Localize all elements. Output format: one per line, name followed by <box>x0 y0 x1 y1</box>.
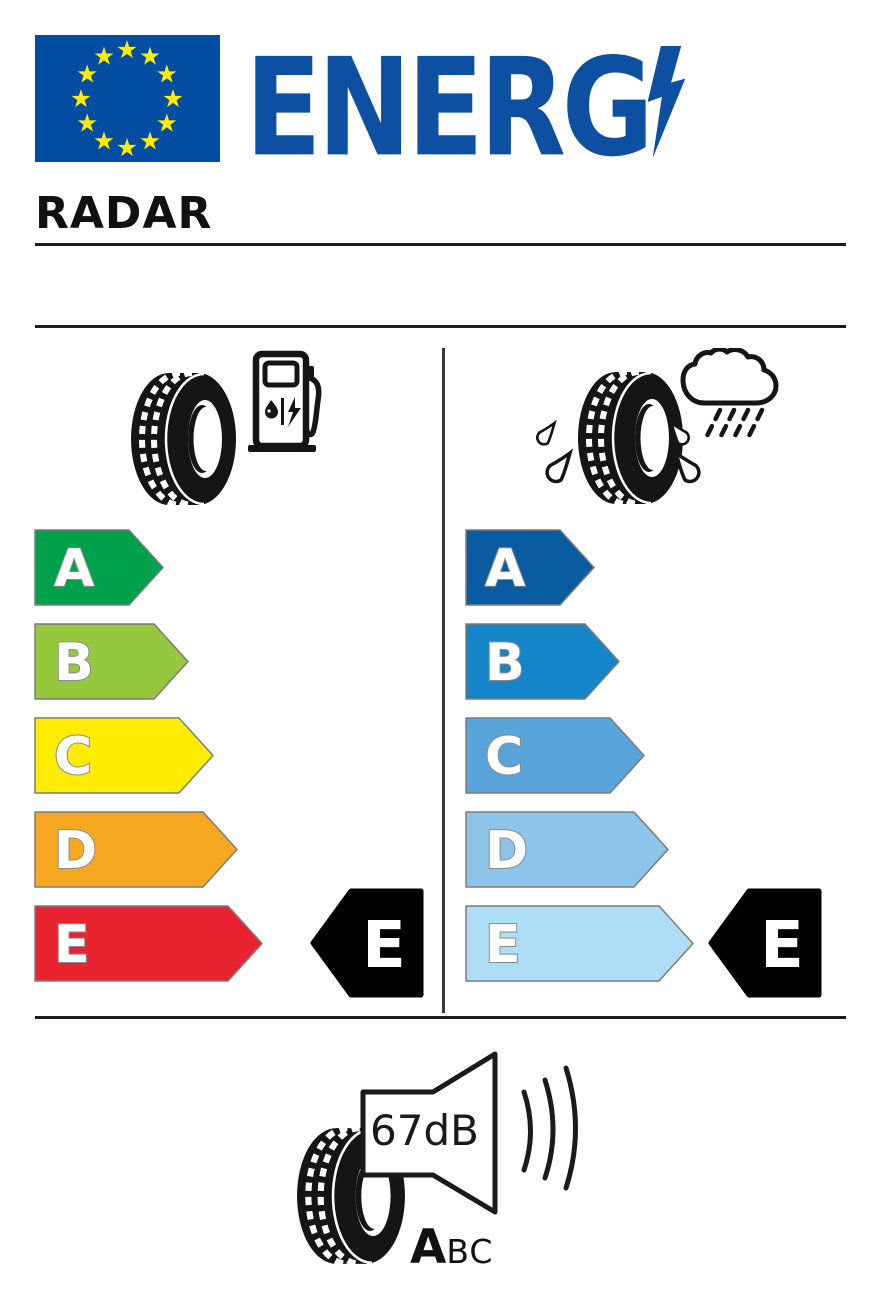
rating-bar-label: D <box>485 821 529 881</box>
divider-line-middle <box>35 325 846 328</box>
rating-bar-label: B <box>54 633 94 693</box>
rating-bar-label: E <box>54 915 90 975</box>
rating-bar-e <box>465 905 694 982</box>
wet-grip-selected-rating-letter: E <box>760 909 804 983</box>
sound-wave-icon <box>524 1068 576 1188</box>
rating-bar-label: B <box>485 633 525 693</box>
rating-bar-label: C <box>54 727 93 787</box>
noise-class-labels <box>410 1220 493 1275</box>
rating-bar-c <box>465 717 645 794</box>
wet-grip-selected-rating-badge <box>708 886 822 1000</box>
rain-cloud-icon <box>680 348 785 443</box>
divider-line-top <box>35 243 846 246</box>
energ-logo-text: ENERG <box>245 28 650 187</box>
tire-icon-fuel <box>130 371 237 507</box>
noise-db-value: 67dB <box>370 1106 479 1155</box>
rating-bar-c <box>34 717 214 794</box>
rating-bar-a <box>465 529 595 606</box>
rating-bar-label: D <box>54 821 98 881</box>
energ-logo <box>245 28 650 187</box>
rating-bar-b <box>34 623 189 700</box>
noise-other-classes: BC <box>446 1232 494 1271</box>
rating-bar-d <box>34 811 238 888</box>
fuel-pump-icon <box>246 348 326 454</box>
rating-bar-d <box>465 811 669 888</box>
rating-bar-b <box>465 623 620 700</box>
fuel-rating-scale <box>34 529 263 982</box>
column-divider <box>442 348 445 1013</box>
fuel-selected-rating-badge <box>310 886 424 1000</box>
noise-speaker-icon <box>352 1046 592 1218</box>
rating-bar-label: E <box>485 915 521 975</box>
rating-bar-e <box>34 905 263 982</box>
noise-selected-class: A <box>410 1220 447 1275</box>
wet-grip-rating-scale <box>465 529 694 982</box>
rating-bar-label: C <box>485 727 524 787</box>
brand-name: RADAR <box>35 188 213 239</box>
fuel-selected-rating-letter: E <box>362 909 406 983</box>
rating-bar-label: A <box>485 539 526 599</box>
rating-bar-label: A <box>54 539 95 599</box>
eu-flag <box>35 35 220 162</box>
rating-bar-a <box>34 529 164 606</box>
lightning-bolt-icon <box>645 46 693 158</box>
divider-line-bottom <box>35 1016 846 1019</box>
